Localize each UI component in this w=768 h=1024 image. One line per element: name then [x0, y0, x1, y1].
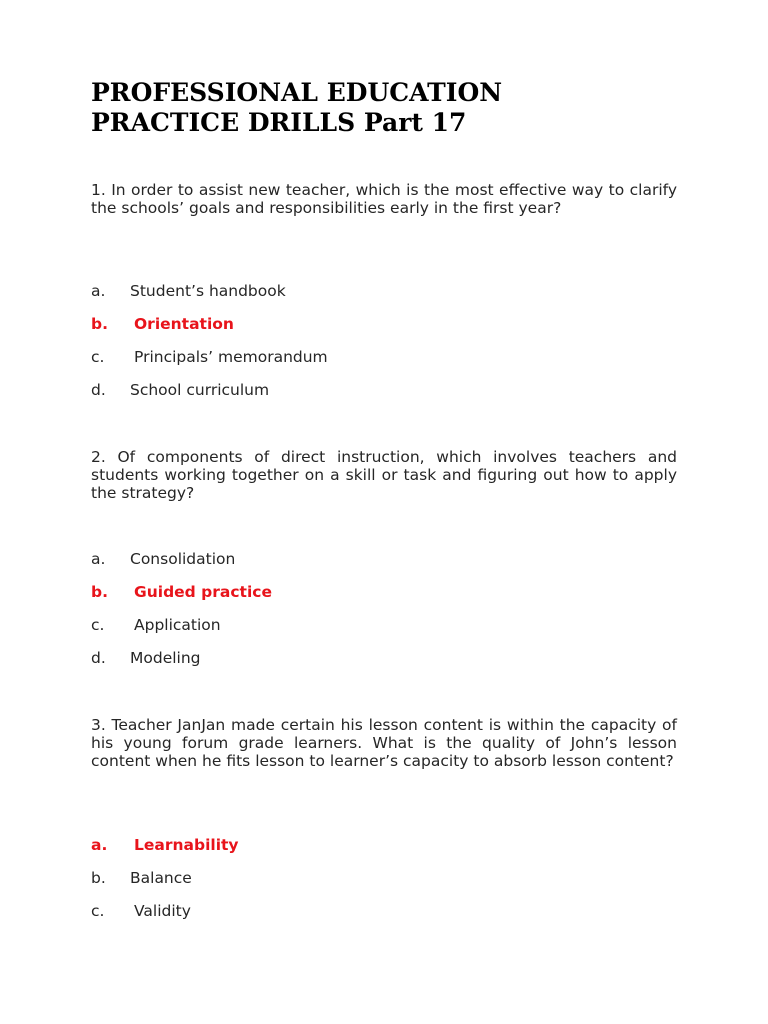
- option-letter: a.: [91, 836, 108, 854]
- page-title: PROFESSIONAL EDUCATION PRACTICE DRILLS Part 17: [91, 78, 503, 137]
- option-text: Learnability: [134, 836, 239, 854]
- option-text: Modeling: [130, 649, 201, 667]
- option-text: School curriculum: [130, 381, 270, 399]
- option-letter: d.: [91, 649, 106, 667]
- option-text: Guided practice: [134, 583, 272, 601]
- option-letter: d.: [91, 381, 106, 399]
- option-text: Student’s handbook: [130, 282, 286, 300]
- option-text: Balance: [130, 869, 192, 887]
- question-3-text: 3. Teacher JanJan made certain his lesson content is within the capacity of his young forum grade learners. What is the quality of John’s lesson content when he fits lesson to learner’s capacity to absorb lesson content?: [91, 716, 677, 771]
- question-2-text: 2. Of components of direct instruction, which involves teachers and students working together on a skill or task and figuring out how to apply the strategy?: [91, 448, 677, 503]
- option-text: Consolidation: [130, 550, 236, 568]
- option-letter: c.: [91, 348, 105, 366]
- option-letter: c.: [91, 902, 105, 920]
- option-letter: b.: [91, 869, 106, 887]
- option-letter: b.: [91, 583, 108, 601]
- option-text: Validity: [134, 902, 191, 920]
- option-letter: a.: [91, 550, 106, 568]
- option-letter: c.: [91, 616, 105, 634]
- option-text: Orientation: [134, 315, 234, 333]
- option-text: Principals’ memorandum: [134, 348, 328, 366]
- option-letter: b.: [91, 315, 108, 333]
- option-text: Application: [134, 616, 221, 634]
- option-letter: a.: [91, 282, 106, 300]
- question-1-text: 1. In order to assist new teacher, which is the most effective way to clarify the schools’ goals and responsibilities early in the first year?: [91, 181, 677, 218]
- document-page: [91, 0, 677, 1024]
